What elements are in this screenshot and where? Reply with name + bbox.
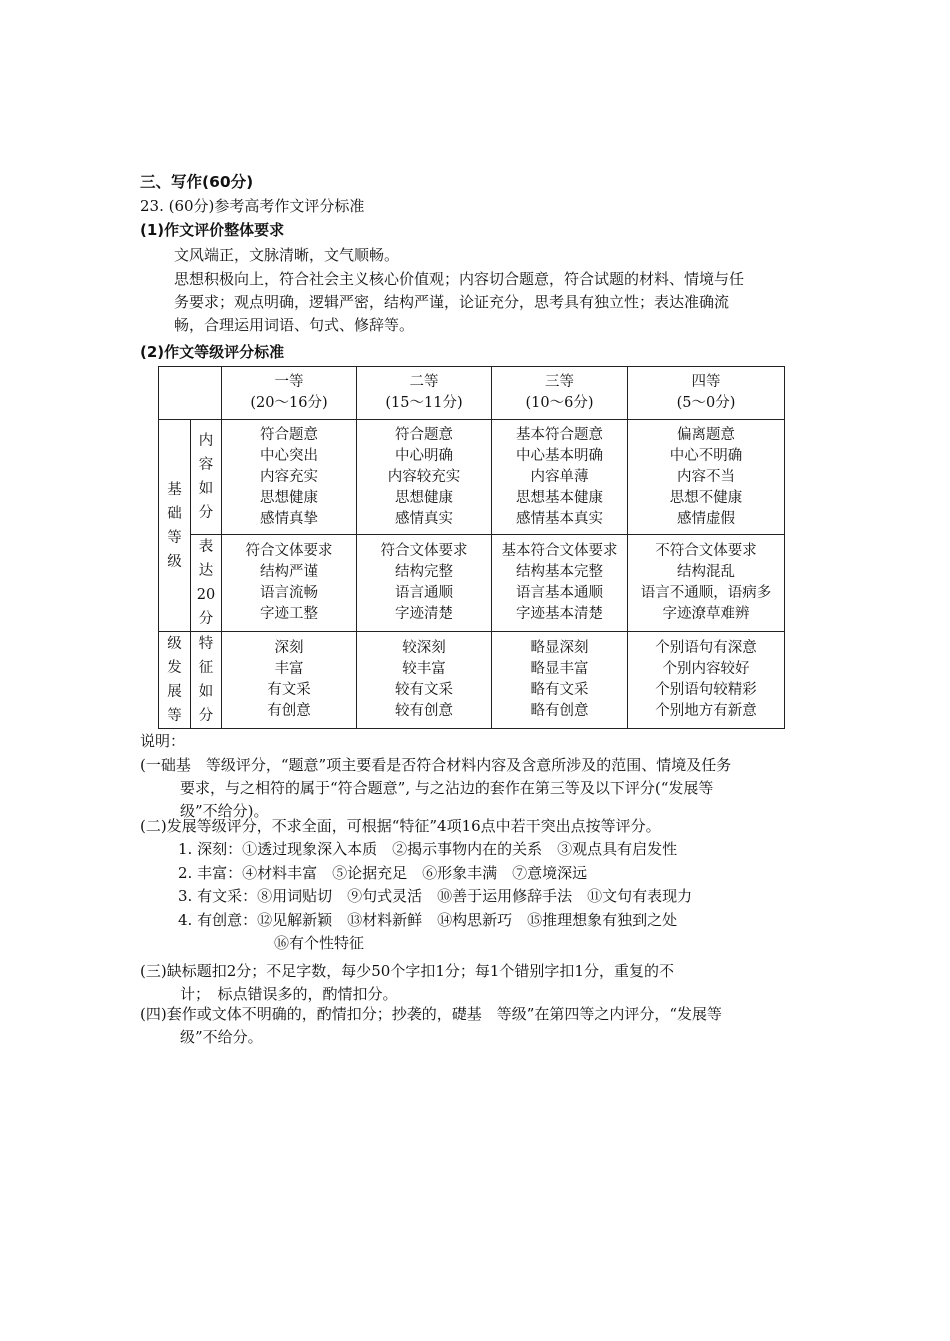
- content-label: 内容如分: [191, 420, 222, 535]
- header-cell: 一等 (20～16分): [222, 367, 357, 420]
- part2-title: (2)作文等级评分标准: [140, 343, 285, 361]
- content-cell: 符合题意 中心明确 内容较充实 思想健康 感情真实: [357, 420, 492, 535]
- para2-line: 畅，合理运用词语、句式、修辞等。: [174, 316, 415, 334]
- basic-level-label: 基础等级: [159, 420, 191, 632]
- para2-line: 务要求；观点明确，逻辑严密，结构严谨，论证充分，思考具有独立性；表达准确流: [174, 293, 730, 311]
- content-cell: 偏离题意 中心不明确 内容不当 思想不健康 感情虚假: [628, 420, 785, 535]
- part1-title: (1)作文评价整体要求: [140, 221, 285, 239]
- note-2-item4-cont: ⑯有个性特征: [274, 934, 365, 952]
- note-3: (三)缺标题扣2分；不足字数，每少50个字扣1分；每1个错别字扣1分，重复的不 计； 标点错误多的，酌情扣分。: [140, 962, 674, 1003]
- expression-cell: 符合文体要求 结构严谨 语言流畅 字迹工整: [222, 535, 357, 632]
- header-cell: 三等 (10～6分): [492, 367, 628, 420]
- note-2: (二)发展等级评分，不求全面，可根据“特征”4项16点中若干突出点按等评分。: [140, 817, 661, 835]
- feature-label: 特征如分: [191, 632, 222, 729]
- feature-cell: 个别语句有深意 个别内容较好 个别语句较精彩 个别地方有新意: [628, 632, 785, 729]
- para2-line: 思想积极向上，符合社会主义核心价值观；内容切合题意，符合试题的材料、情境与任: [174, 270, 745, 288]
- list-item: 3. 有文采：⑧用词贴切 ⑨句式灵活 ⑩善于运用修辞手法 ⑪文句有表现力: [178, 887, 693, 906]
- note-4: (四)套作或文体不明确的，酌情扣分；抄袭的，礎基 等级”在第四等之内评分，“发展等 级”不给分。: [140, 1005, 723, 1046]
- question-line: 23. (60分)参考高考作文评分标准: [140, 197, 365, 215]
- corner-cell: [159, 367, 222, 420]
- list-item: 4. 有创意：⑫见解新颖 ⑬材料新鲜 ⑭构思新巧 ⑮推理想象有独到之处: [178, 910, 678, 929]
- header-row: [159, 367, 785, 420]
- header-cell: 二等 (15～11分): [357, 367, 492, 420]
- expression-label: 表达20分: [191, 535, 222, 632]
- note-1: (一础基 等级评分，“题意”项主要看是否符合材料内容及含意所涉及的范围、情境及任务 要求，与之相符的属于“符合题意”, 与之沾边的套作在第三等及以下评分(“发展等 级”不给分)。: [140, 756, 732, 820]
- part1-para1: 文风端正，文脉清晰，文气顺畅。: [174, 246, 400, 264]
- part1-para2: [174, 268, 744, 337]
- section-title: 三、写作(60分): [140, 173, 254, 191]
- grading-table: [158, 366, 785, 729]
- develop-level-label: 级发展等: [159, 632, 191, 729]
- feature-cell: 深刻 丰富 有文采 有创意: [222, 632, 357, 729]
- feature-cell: 较深刻 较丰富 较有文采 较有创意: [357, 632, 492, 729]
- header-cell: 四等 (5～0分): [628, 367, 785, 420]
- note-2-items: [178, 838, 692, 932]
- content-row: [159, 420, 785, 535]
- feature-row: [159, 632, 785, 729]
- content-cell: 符合题意 中心突出 内容充实 思想健康 感情真挚: [222, 420, 357, 535]
- expression-cell: 基本符合文体要求 结构基本完整 语言基本通顺 字迹基本清楚: [492, 535, 628, 632]
- feature-cell: 略显深刻 略显丰富 略有文采 略有创意: [492, 632, 628, 729]
- expression-cell: 符合文体要求 结构完整 语言通顺 字迹清楚: [357, 535, 492, 632]
- expression-cell: 不符合文体要求 结构混乱 语言不通顺，语病多 字迹潦草难辨: [628, 535, 785, 632]
- expression-row: [159, 535, 785, 632]
- notes-title: 说明：: [140, 732, 186, 750]
- list-item: 2. 丰富：④材料丰富 ⑤论据充足 ⑥形象丰满 ⑦意境深远: [178, 863, 588, 882]
- list-item: 1. 深刻：①透过现象深入本质 ②揭示事物内在的关系 ③观点具有启发性: [178, 840, 678, 858]
- content-cell: 基本符合题意 中心基本明确 内容单薄 思想基本健康 感情基本真实: [492, 420, 628, 535]
